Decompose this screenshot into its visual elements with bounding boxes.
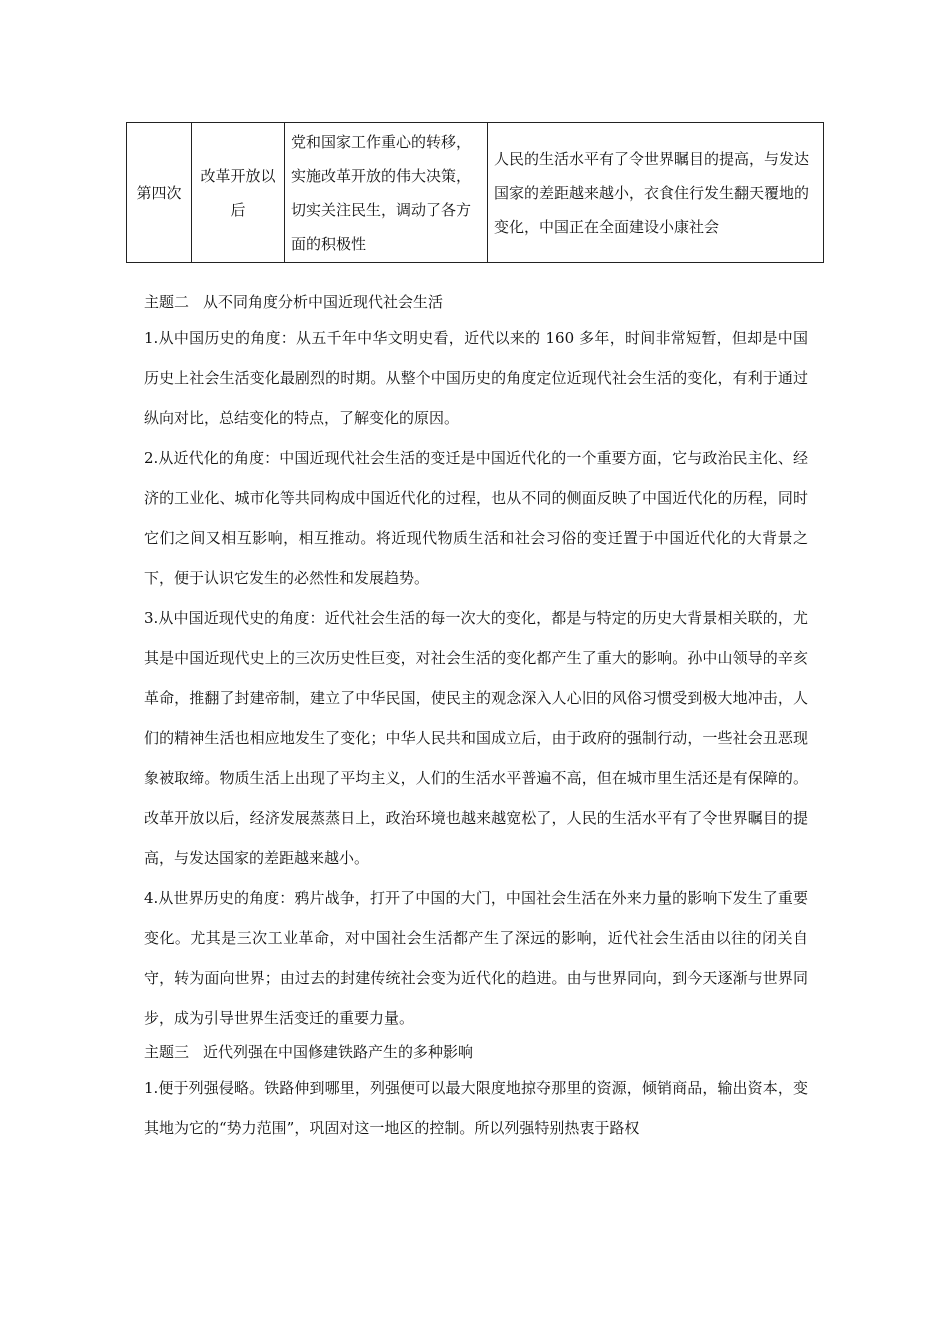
theme3-title: 近代列强在中国修建铁路产生的多种影响: [203, 1043, 474, 1061]
theme3-point-1: 1.便于列强侵略。铁路伸到哪里，列强便可以最大限度地掠夺那里的资源，倾销商品，输出资本，变其地为它的“势力范围”，巩固对这一地区的控制。所以列强特别热衷于路权: [144, 1079, 808, 1137]
theme2-point-3: 3.从中国近现代史的角度：近代社会生活的每一次大的变化，都是与特定的历史大背景相关联的，尤其是中国近现代史上的三次历史性巨变，对社会生活的变化都产生了重大的影响。孙中山领导的辛亥革命，推翻了封建帝制，建立了中华民国，使民主的观念深入人心旧的风俗习惯受到极大地冲击，人们的精神生活也相应地发生了变化；中华人民共和国成立后，由于政府的强制行动，一些社会丑恶现象被取缔。物质生活上出现了平均主义，人们的生活水平普遍不高，但在城市里生活还是有保障的。改革开放以后，经济发展蒸蒸日上，政治环境也越来越宽松了，人民的生活水平有了令世界瞩目的提高，与发达国家的差距越来越小。: [144, 609, 808, 867]
theme2-point-1: 1.从中国历史的角度：从五千年中华文明史看，近代以来的 160 多年，时间非常短暂，但却是中国历史上社会生活变化最剧烈的时期。从整个中国历史的角度定位近现代社会生活的变化，有利于通过纵向对比，总结变化的特点，了解变化的原因。: [144, 329, 808, 427]
theme2-point-2: 2.从近代化的角度：中国近现代社会生活的变迁是中国近代化的一个重要方面，它与政治民主化、经济的工业化、城市化等共同构成中国近代化的过程，也从不同的侧面反映了中国近代化的历程，同时它们之间又相互影响，相互推动。将近现代物质生活和社会习俗的变迁置于中国近代化的大背景之下，便于认识它发生的必然性和发展趋势。: [144, 449, 808, 587]
theme2-title: 从不同角度分析中国近现代社会生活: [203, 293, 444, 311]
era-effect-cell: 人民的生活水平有了令世界瞩目的提高，与发达国家的差距越来越小，衣食住行发生翻天覆地的变化，中国正在全面建设小康社会: [488, 123, 824, 263]
theme2-label: 主题二: [144, 293, 190, 311]
era-table: [126, 122, 824, 263]
theme2-point-4: 4.从世界历史的角度：鸦片战争，打开了中国的大门，中国社会生活在外来力量的影响下发生了重要变化。尤其是三次工业革命，对中国社会生活都产生了深远的影响，近代社会生活由以往的闭关自守，转为面向世界；由过去的封建传统社会变为近代化的趋进。由与世界同向，到今天逐渐与世界同步，成为引导世界生活变迁的重要力量。: [144, 889, 808, 1027]
theme3-heading: [144, 1038, 808, 1066]
era-cause-cell: 党和国家工作重心的转移，实施改革开放的伟大决策，切实关注民生，调动了各方面的积极性: [285, 123, 488, 263]
table-row: [127, 123, 824, 263]
theme3-label: 主题三: [144, 1043, 190, 1061]
document-body: [144, 288, 808, 1148]
era-count-cell: 第四次: [127, 123, 192, 263]
theme2-heading: [144, 288, 808, 316]
era-period-cell: 改革开放以后: [192, 123, 285, 263]
